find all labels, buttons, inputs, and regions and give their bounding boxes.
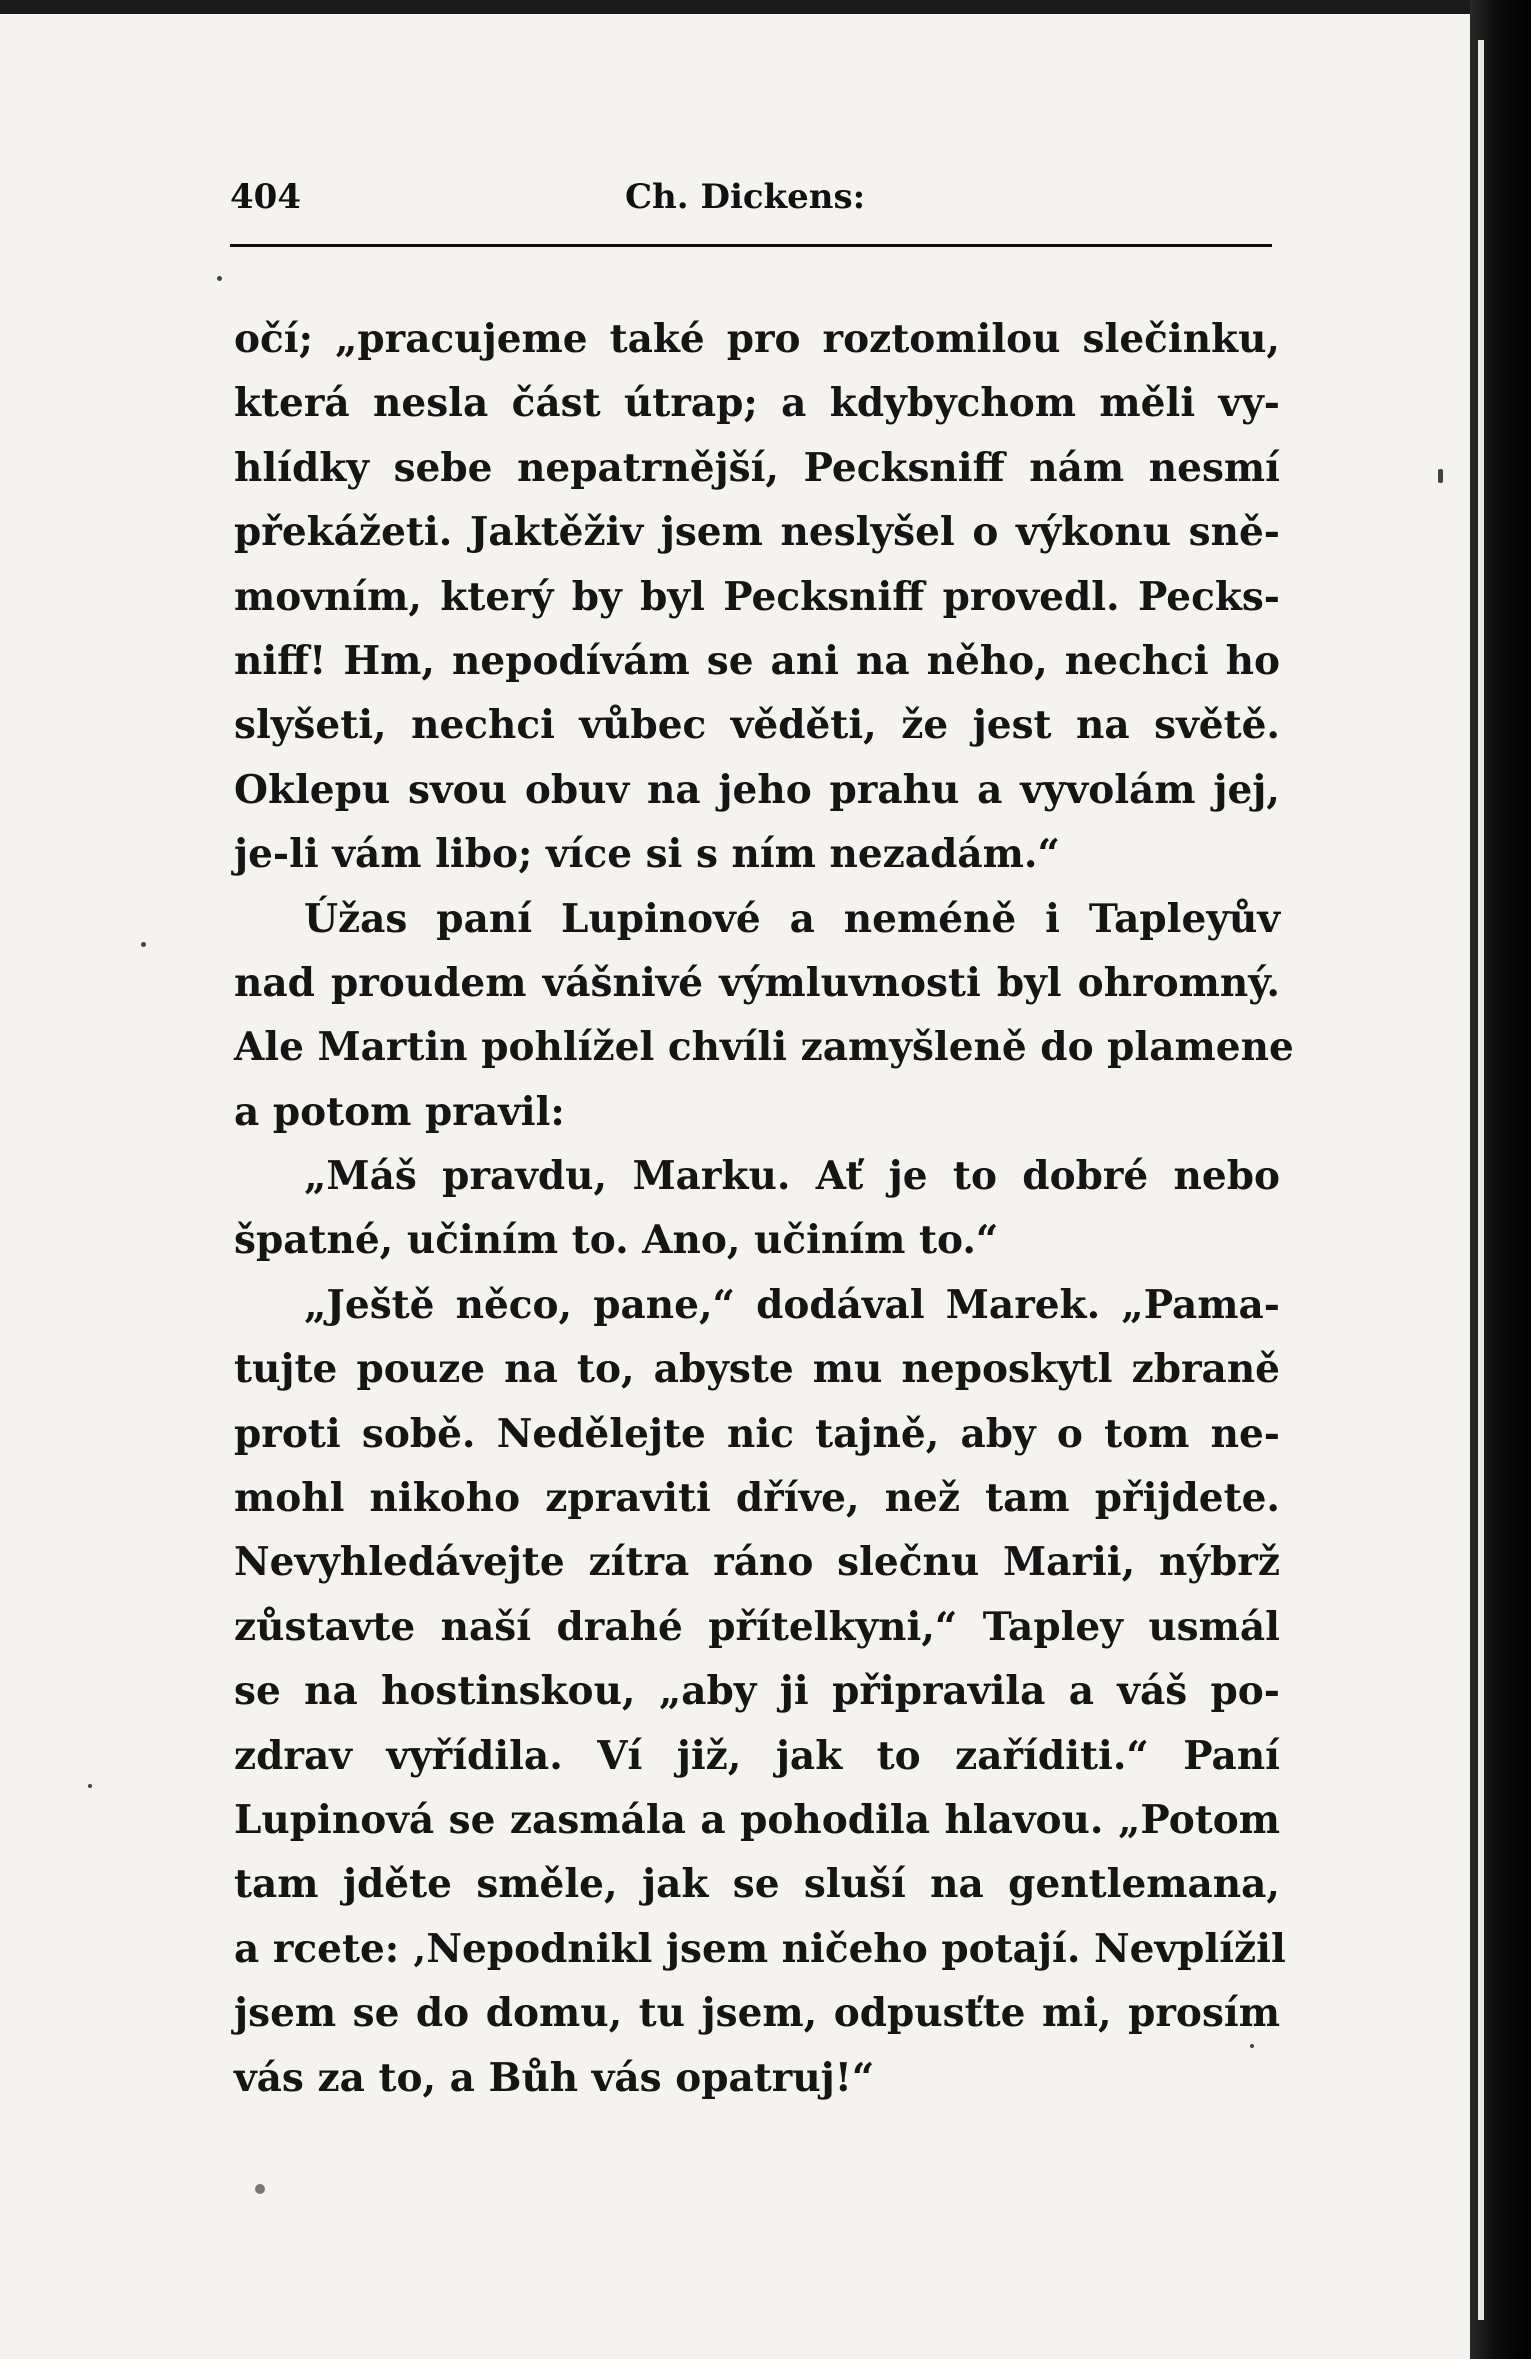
paper-speck: [141, 942, 146, 947]
book-page: [0, 14, 1470, 2359]
text-line: hlídky sebe nepatrnější, Pecksniff nám nesmí: [234, 444, 1280, 491]
text-line: nad proudem vášnivé výmluvnosti byl ohromný.: [234, 959, 1280, 1006]
text-line: movním, který by byl Pecksniff provedl. Pecks-: [234, 573, 1280, 620]
page-header: [230, 177, 1280, 237]
text-line: Úžas paní Lupinové a neméně i Tapleyův: [304, 895, 1280, 942]
text-line: překážeti. Jaktěživ jsem neslyšel o výkonu sně-: [234, 509, 1280, 556]
text-line: Nevyhledávejte zítra ráno slečnu Marii, nýbrž: [234, 1539, 1280, 1586]
paper-speck: [217, 276, 222, 281]
paper-speck: [1438, 469, 1443, 483]
paper-speck: [1250, 2044, 1254, 2048]
text-line: zůstavte naší drahé přítelkyni,“ Tapley usmál: [234, 1603, 1280, 1650]
page-edge-line: [1478, 40, 1484, 2320]
text-line: zdrav vyřídila. Ví již, jak to zaříditi.“ Paní: [234, 1732, 1280, 1779]
running-head: Ch. Dickens:: [625, 177, 866, 217]
text-line: „Ještě něco, pane,“ dodával Marek. „Pama-: [304, 1281, 1280, 1328]
text-line: slyšeti, nechci vůbec věděti, že jest na světě.: [234, 702, 1280, 749]
text-line: tam jděte směle, jak se sluší na gentlemana,: [234, 1861, 1280, 1908]
text-line: která nesla část útrap; a kdybychom měli vy-: [234, 380, 1280, 427]
text-line: tujte pouze na to, abyste mu neposkytl zbraně: [234, 1346, 1280, 1393]
text-line: Oklepu svou obuv na jeho prahu a vyvolám jej,: [234, 766, 1280, 813]
text-line: Ale Martin pohlížel chvíli zamyšleně do plamene: [234, 1024, 1294, 1071]
text-line: niff! Hm, nepodívám se ani na něho, nechci ho: [234, 637, 1280, 684]
text-line: se na hostinskou, „aby ji připravila a váš po-: [234, 1668, 1280, 1715]
text-line: očí; „pracujeme také pro roztomilou slečinku,: [234, 316, 1280, 362]
text-line: je-li vám libo; více si s ním nezadám.“: [234, 831, 1060, 878]
body-text: [234, 307, 1294, 2110]
text-line: proti sobě. Nedělejte nic tajně, aby o tom ne-: [234, 1410, 1280, 1457]
text-line: „Máš pravdu, Marku. Ať je to dobré nebo: [304, 1153, 1280, 1200]
text-line: a rcete: ‚Nepodnikl jsem ničeho potají. Nevplížil: [234, 1925, 1286, 1972]
page-number: 404: [230, 177, 301, 217]
text-line: Lupinová se zasmála a pohodila hlavou. „Potom: [234, 1796, 1280, 1843]
text-line: vás za to, a Bůh vás opatruj!“: [234, 2054, 875, 2101]
header-rule: [230, 244, 1272, 247]
text-line: a potom pravil:: [234, 1088, 565, 1135]
text-line: mohl nikoho zpraviti dříve, než tam přijdete.: [234, 1475, 1280, 1522]
text-line: špatné, učiním to. Ano, učiním to.“: [234, 1217, 999, 1264]
paper-speck: [88, 1784, 92, 1788]
text-line: jsem se do domu, tu jsem, odpusťte mi, prosím: [234, 1990, 1280, 2037]
paper-speck: [255, 2184, 265, 2194]
